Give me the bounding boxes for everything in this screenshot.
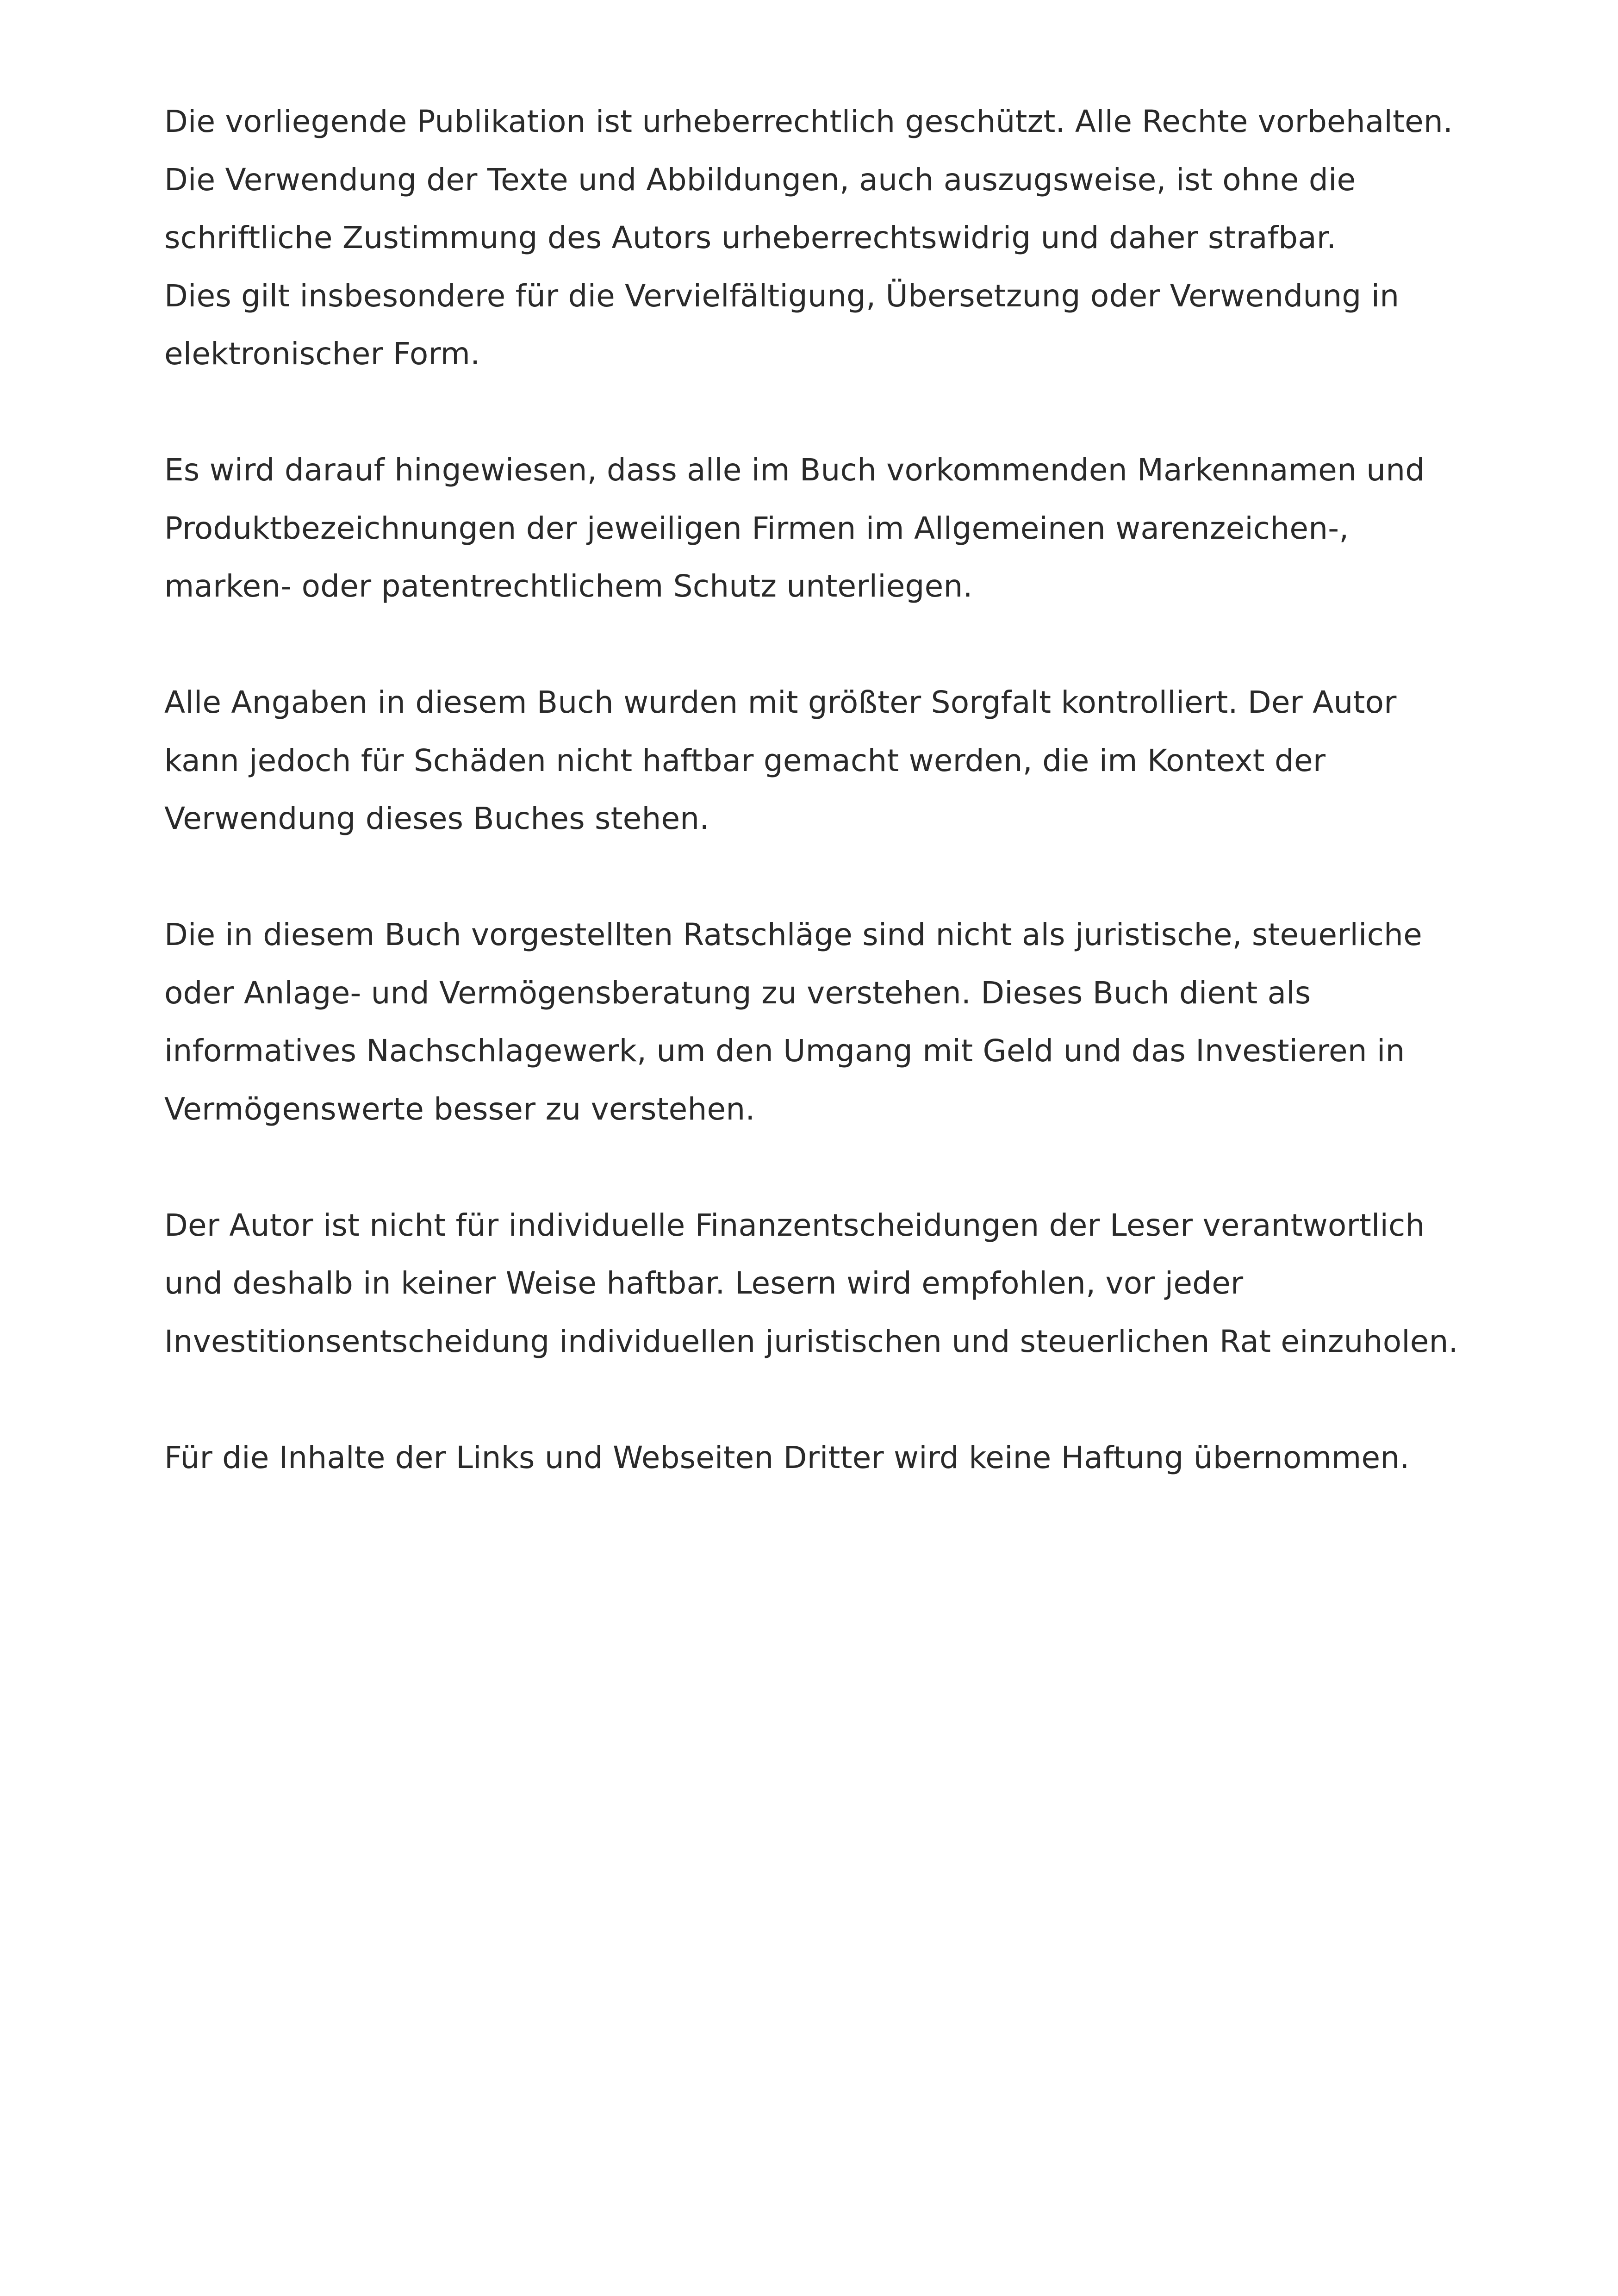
text-line: Verwendung dieses Buches stehen.: [164, 801, 709, 836]
external-links-paragraph: [164, 1429, 1488, 1487]
text-line: Die in diesem Buch vorgestellten Ratschläge sind nicht als juristische, steuerliche: [164, 917, 1422, 952]
text-line: Vermögenswerte besser zu verstehen.: [164, 1091, 755, 1127]
text-line: kann jedoch für Schäden nicht haftbar gemacht werden, die im Kontext der: [164, 742, 1326, 778]
text-line: und deshalb in keiner Weise haftbar. Lesern wird empfohlen, vor jeder: [164, 1265, 1244, 1301]
text-line: Investitionsentscheidung individuellen juristischen und steuerlichen Rat einzuholen.: [164, 1323, 1458, 1359]
text-line: Die vorliegende Publikation ist urheberrechtlich geschützt. Alle Rechte vorbehalten.: [164, 104, 1453, 139]
advice-disclaimer-paragraph: [164, 906, 1488, 1138]
investment-disclaimer-paragraph: [164, 1196, 1488, 1371]
trademark-paragraph: [164, 441, 1488, 616]
text-line: Dies gilt insbesondere für die Vervielfältigung, Übersetzung oder Verwendung in: [164, 278, 1400, 314]
text-line: schriftliche Zustimmung des Autors urheberrechtswidrig und daher strafbar.: [164, 220, 1337, 255]
paragraph-spacer: [164, 616, 1488, 674]
text-line: informatives Nachschlagewerk, um den Umgang mit Geld und das Investieren in: [164, 1033, 1405, 1069]
text-line: Für die Inhalte der Links und Webseiten Dritter wird keine Haftung übernommen.: [164, 1439, 1410, 1475]
text-line: Der Autor ist nicht für individuelle Finanzentscheidungen der Leser verantwortlich: [164, 1207, 1425, 1243]
paragraph-spacer: [164, 383, 1488, 442]
text-line: Die Verwendung der Texte und Abbildungen, auch auszugsweise, ist ohne die: [164, 162, 1356, 198]
text-line: marken- oder patentrechtlichem Schutz unterliegen.: [164, 568, 973, 604]
text-line: Alle Angaben in diesem Buch wurden mit größter Sorgfalt kontrolliert. Der Autor: [164, 684, 1397, 720]
paragraph-spacer: [164, 848, 1488, 906]
legal-notice-text: [164, 93, 1488, 1487]
paragraph-spacer: [164, 1138, 1488, 1196]
liability-paragraph: [164, 673, 1488, 848]
text-line: elektronischer Form.: [164, 336, 480, 372]
paragraph-spacer: [164, 1370, 1488, 1429]
text-line: Produktbezeichnungen der jeweiligen Firmen im Allgemeinen warenzeichen-,: [164, 510, 1349, 546]
copyright-paragraph: [164, 93, 1488, 383]
text-line: oder Anlage- und Vermögensberatung zu verstehen. Dieses Buch dient als: [164, 975, 1311, 1011]
text-line: Es wird darauf hingewiesen, dass alle im Buch vorkommenden Markennamen und: [164, 452, 1425, 488]
